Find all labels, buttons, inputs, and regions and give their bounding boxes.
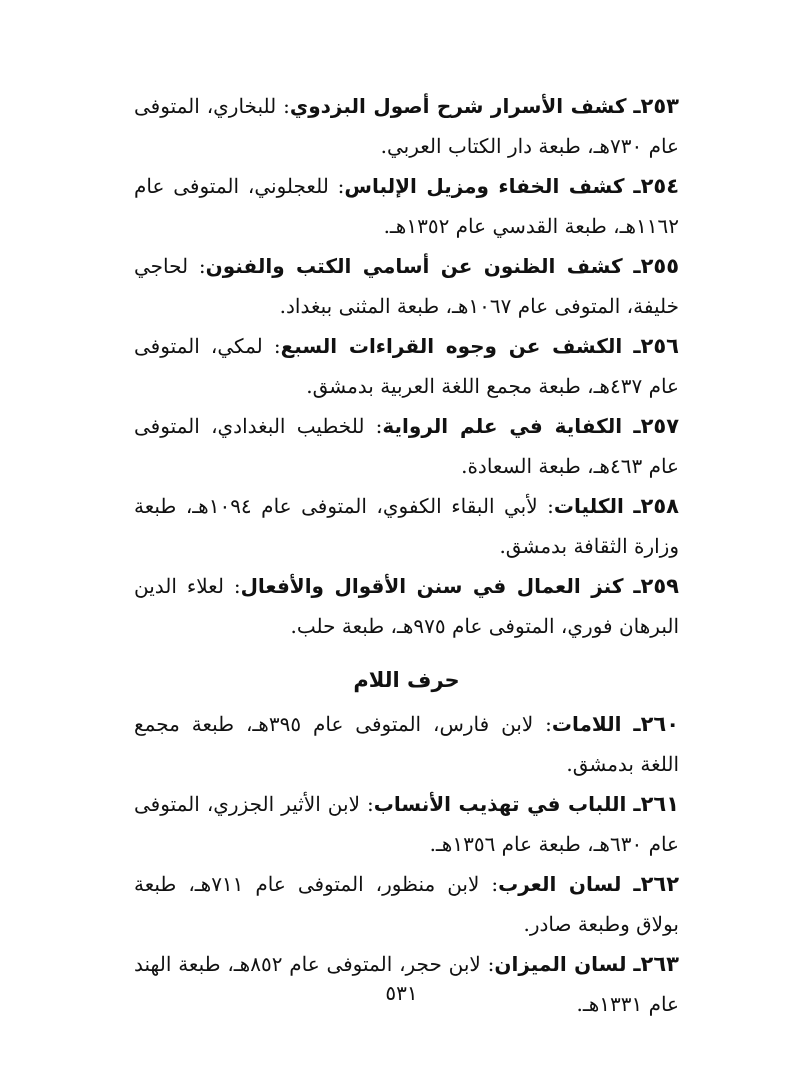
entry-title: اللباب في تهذيب الأنساب <box>373 792 627 816</box>
entry-title: لسان الميزان <box>494 952 627 976</box>
entry-details: : للبخاري، المتوفى عام ٧٣٠هـ، طبعة دار الكتاب العربي. <box>134 94 679 158</box>
entry-number: ٢٦٣ـ <box>633 952 679 976</box>
entry-number: ٢٥٧ـ <box>633 414 680 438</box>
entry-number: ٢٥٣ـ <box>633 94 679 118</box>
page-body <box>134 86 679 1024</box>
entry-title: كشف الأسرار شرح أصول البزدوي <box>289 94 627 118</box>
page-number: ٥٣١ <box>385 981 418 1005</box>
bibliography-entry <box>134 166 679 246</box>
entry-title: كشف الظنون عن أسامي الكتب والفنون <box>205 254 623 278</box>
bibliography-entry <box>134 784 679 864</box>
entry-title: الكفاية في علم الرواية <box>382 414 623 438</box>
entries-list-lam <box>134 704 679 1024</box>
entry-number: ٢٥٨ـ <box>633 494 679 518</box>
bibliography-entry <box>134 704 679 784</box>
entry-number: ٢٥٦ـ <box>633 334 679 358</box>
section-heading: حرف اللام <box>353 668 460 692</box>
bibliography-entry <box>134 566 679 646</box>
entry-details: : لابن فارس، المتوفى عام ٣٩٥هـ، طبعة مجمع اللغة بدمشق. <box>134 712 679 776</box>
entry-title: اللامات <box>551 712 622 736</box>
entry-details: : لمكي، المتوفى عام ٤٣٧هـ، طبعة مجمع اللغة العربية بدمشق. <box>134 334 679 398</box>
entry-number: ٢٦٠ـ <box>633 712 680 736</box>
bibliography-entry <box>134 486 679 566</box>
bibliography-entry <box>134 246 679 326</box>
entry-title: كنز العمال في سنن الأقوال والأفعال <box>240 574 624 598</box>
entry-title: الكليات <box>553 494 624 518</box>
entry-title: الكشف عن وجوه القراءات السبع <box>280 334 623 358</box>
entry-title: كشف الخفاء ومزيل الإلباس <box>344 174 625 198</box>
entry-number: ٢٥٤ـ <box>633 174 680 198</box>
bibliography-entry <box>134 326 679 406</box>
entry-details: : لأبي البقاء الكفوي، المتوفى عام ١٠٩٤هـ، طبعة وزارة الثقافة بدمشق. <box>134 494 679 558</box>
bibliography-entry <box>134 864 679 944</box>
entry-number: ٢٦٢ـ <box>633 872 680 896</box>
entry-number: ٢٥٩ـ <box>633 574 679 598</box>
entry-details: : لابن منظور، المتوفى عام ٧١١هـ، طبعة بولاق وطبعة صادر. <box>134 872 679 936</box>
entry-number: ٢٥٥ـ <box>633 254 680 278</box>
entry-number: ٢٦١ـ <box>633 792 680 816</box>
entry-details: : للخطيب البغدادي، المتوفى عام ٤٦٣هـ، طبعة السعادة. <box>134 414 679 478</box>
entry-details: : لعلاء الدين البرهان فوري، المتوفى عام ٩٧٥هـ، طبعة حلب. <box>134 574 679 638</box>
entry-details: : للعجلوني، المتوفى عام ١١٦٢هـ، طبعة القدسي عام ١٣٥٢هـ. <box>134 174 679 238</box>
entry-details: : لحاجي خليفة، المتوفى عام ١٠٦٧هـ، طبعة المثنى ببغداد. <box>134 254 679 318</box>
entries-list-kaf <box>134 86 679 646</box>
bibliography-entry <box>134 406 679 486</box>
bibliography-entry <box>134 86 679 166</box>
entry-title: لسان العرب <box>498 872 622 896</box>
entry-details: : لابن الأثير الجزري، المتوفى عام ٦٣٠هـ، طبعة عام ١٣٥٦هـ. <box>134 792 679 856</box>
entry-details: : لابن حجر، المتوفى عام ٨٥٢هـ، طبعة الهند عام ١٣٣١هـ. <box>134 952 679 1016</box>
